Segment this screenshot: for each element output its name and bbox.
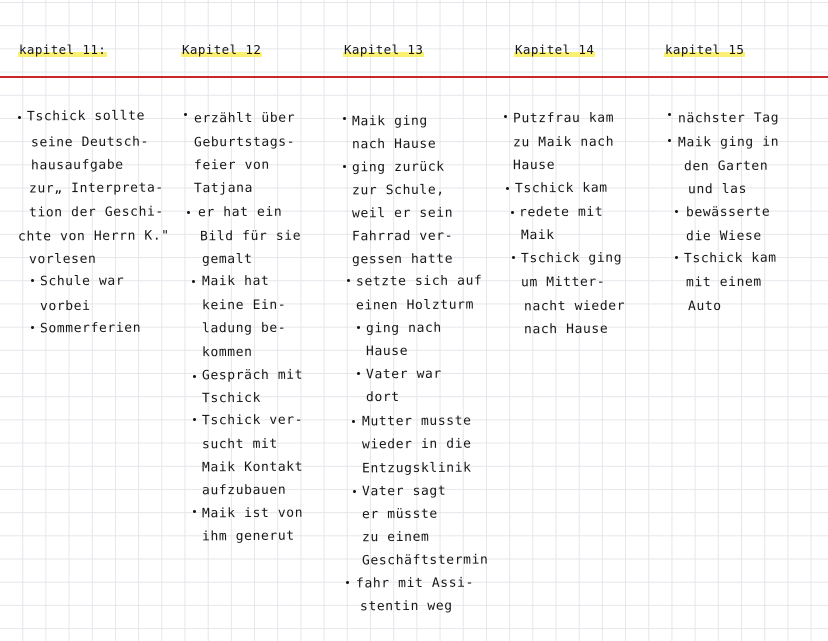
note-line: Fahrrad ver- [351, 228, 454, 245]
note-line: nach Hause [351, 136, 437, 153]
note-line: Schule war [39, 273, 125, 290]
note-line: vorbei [39, 298, 91, 315]
note-line: zu einem [361, 529, 430, 546]
note-line: ihm generut [201, 528, 295, 545]
note-line: Tschick kam [514, 180, 608, 197]
note-line: gessen hatte [351, 251, 454, 268]
note-line: Vater war [365, 366, 442, 383]
note-line: Maik [520, 227, 555, 244]
note-line: Hause [512, 157, 556, 174]
note-line: Entzugsklinik [361, 460, 472, 477]
note-line: feier von [193, 157, 270, 174]
bullet-marker [357, 372, 360, 375]
note-line: Tschick [201, 390, 262, 407]
note-line: die Wiese [685, 228, 762, 245]
note-line: Tschick ver- [201, 412, 304, 429]
bullet-marker [511, 211, 514, 214]
note-line: Vater sagt [361, 483, 447, 500]
note-line: gemalt [201, 251, 253, 268]
note-line: weil er sein [351, 205, 454, 222]
note-line: ging zurück [351, 159, 445, 176]
note-line: aufzubauen [201, 482, 287, 499]
bullet-marker [31, 279, 34, 282]
note-line: sucht mit [201, 436, 278, 453]
note-line: Putzfrau kam [512, 110, 615, 127]
bullet-marker [184, 113, 187, 116]
note-line: stentin weg [359, 598, 453, 615]
chapter-15-heading: kapitel 15 [665, 42, 745, 57]
note-line: Mutter musste [361, 413, 472, 430]
note-line: fahr mit Assi- [355, 575, 475, 592]
note-line: redete mit [518, 204, 604, 221]
note-line: hausaufgabe [30, 157, 124, 174]
note-line: Tschick kam [683, 250, 777, 267]
chapter-11-heading: kapitel 11: [19, 42, 107, 57]
note-line: Maik Kontakt [201, 459, 304, 476]
note-line: er müsste [361, 506, 438, 523]
note-line: Geburtstags- [193, 134, 296, 151]
bullet-marker [31, 326, 34, 329]
bullet-marker [352, 420, 355, 423]
note-line: zur Schule, [351, 182, 445, 199]
note-line: nächster Tag [677, 110, 780, 127]
bullet-marker [353, 490, 356, 493]
chapter-14-heading: Kapitel 14 [515, 42, 595, 57]
bullet-marker [187, 211, 190, 214]
note-line: setzte sich auf [355, 273, 483, 290]
note-line: den Garten [683, 158, 769, 175]
note-line: Tatjana [193, 180, 254, 197]
bullet-marker [343, 117, 346, 120]
bullet-marker [512, 256, 515, 259]
note-line: tion der Geschi- [28, 204, 164, 221]
chapter-12-heading: Kapitel 12 [182, 42, 262, 57]
note-line: dort [365, 389, 400, 406]
note-line: Sommerferien [39, 320, 142, 337]
note-line: Hause [365, 343, 409, 360]
note-line: Gespräch mit [201, 367, 304, 384]
note-line: ladung be- [201, 320, 287, 337]
note-line: Maik ist von [201, 505, 304, 522]
note-line: erzählt über [193, 110, 296, 127]
note-line: seine Deutsch- [30, 134, 150, 151]
note-line: Bild für sie [199, 228, 302, 245]
note-line: ging nach [365, 320, 442, 337]
note-line: Tschick sollte [26, 108, 146, 125]
note-line: chte von Herrn K." [17, 228, 170, 245]
margin-rule [0, 76, 828, 78]
note-line: er hat ein [197, 204, 283, 221]
bullet-marker [347, 279, 350, 282]
bullet-marker [506, 187, 509, 190]
bullet-marker [192, 280, 195, 283]
note-line: kommen [201, 344, 253, 361]
bullet-marker [357, 326, 360, 329]
bullet-marker [193, 375, 196, 378]
note-line: Maik ging in [677, 134, 780, 151]
note-line: nach Hause [523, 321, 609, 338]
bullet-marker [668, 139, 671, 142]
note-line: zur„ Interpreta- [28, 180, 164, 197]
note-line: Maik ging [351, 113, 428, 130]
note-line: und las [687, 181, 748, 198]
bullet-marker [18, 116, 21, 119]
bullet-marker [675, 210, 678, 213]
note-line: Auto [687, 298, 722, 315]
chapter-13-heading: Kapitel 13 [344, 42, 424, 57]
bullet-marker [343, 165, 346, 168]
note-line: Geschäftstermin [361, 552, 489, 569]
bullet-marker [504, 115, 507, 118]
note-line: vorlesen [28, 251, 97, 268]
note-line: keine Ein- [201, 297, 287, 314]
note-line: bewässerte [685, 204, 771, 221]
bullet-marker [193, 510, 196, 513]
note-line: Maik hat [201, 273, 270, 290]
note-line: einen Holzturm [355, 297, 475, 314]
note-line: wieder in die [361, 436, 472, 453]
note-line: nacht wieder [523, 298, 626, 315]
bullet-marker [675, 256, 678, 259]
bullet-marker [193, 418, 196, 421]
note-line: Tschick ging [520, 250, 623, 267]
note-line: um Mitter- [520, 274, 606, 291]
note-line: zu Maik nach [512, 134, 615, 151]
bullet-marker [668, 113, 671, 116]
bullet-marker [346, 581, 349, 584]
note-line: mit einem [685, 274, 762, 291]
